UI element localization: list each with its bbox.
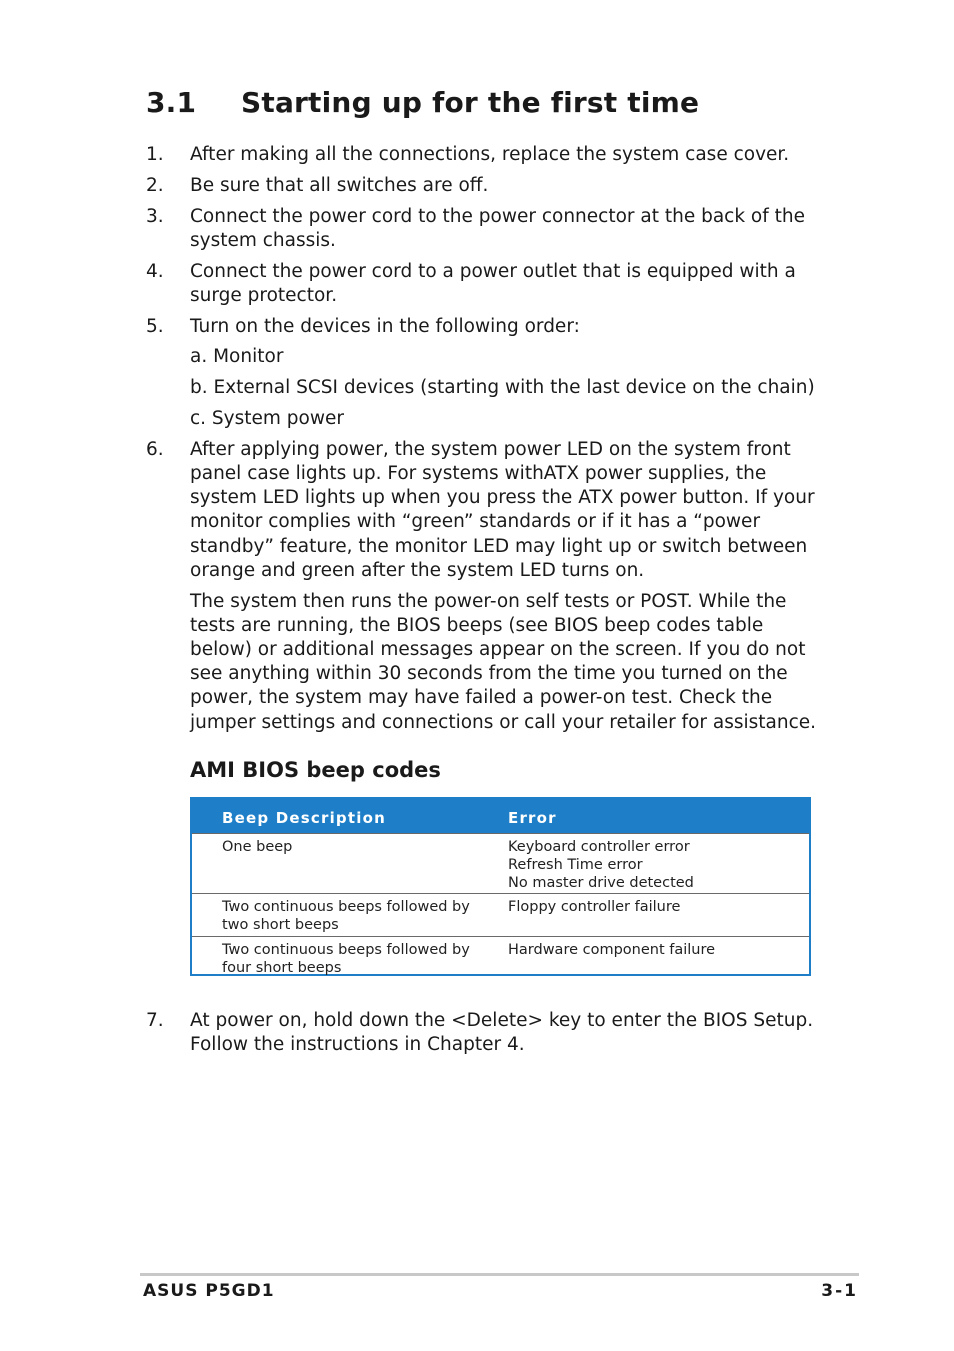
section-number: 3.1 <box>146 86 197 119</box>
header-error: Error <box>508 809 557 827</box>
header-beep-description: Beep Description <box>222 809 386 827</box>
step-7-line-2: Follow the instructions in Chapter 4. <box>190 1034 525 1056</box>
post-paragraph: The system then runs the power-on self tests or POST. While the tests are running, the BIOS beeps (see BIOS beep codes table below) or additional messages appear on the screen. If you do not see anything within 30 seconds from the time you turned on the power, the system may have failed a power-on test. Check the jumper settings and connections or call your retailer for assistance. <box>190 590 817 733</box>
order-scsi: b. External SCSI devices (starting with the last device on the chain) <box>190 377 815 399</box>
step-5 <box>146 315 826 432</box>
table-row <box>192 936 809 977</box>
step-text: Be sure that all switches are off. <box>190 174 489 196</box>
step-1 <box>146 143 826 167</box>
step-number: 3. <box>146 205 164 227</box>
step-3 <box>146 205 826 253</box>
error-cell: Keyboard controller error Refresh Time error No master drive detected <box>508 839 694 891</box>
error-cell: Floppy controller failure <box>508 899 681 915</box>
step-7-line-1: At power on, hold down the <Delete> key to enter the BIOS Setup. <box>190 1010 814 1031</box>
step-number: 2. <box>146 174 164 196</box>
step-2 <box>146 174 826 198</box>
step-text: Turn on the devices in the following order: <box>190 315 580 337</box>
beep-description-cell: Two continuous beeps followed by two short beeps <box>222 899 470 933</box>
step-text: After applying power, the system power LED on the system front panel case lights up. For systems withATX power supplies, the system LED lights up when you press the ATX power button. If your monitor complies with “green” standards or if it has a “power standby” feature, the monitor LED may light up or switch between orange and green after the system LED turns on. <box>190 438 815 581</box>
steps-list <box>146 143 826 741</box>
beep-description-cell: Two continuous beeps followed by four short beeps <box>222 942 470 976</box>
step-number: 6. <box>146 438 164 460</box>
error-cell: Hardware component failure <box>508 942 716 958</box>
table-row <box>192 833 809 893</box>
order-monitor: a. Monitor <box>190 346 284 368</box>
step-text: Connect the power cord to a power outlet that is equipped with a surge protector. <box>190 260 796 306</box>
beep-codes-table <box>190 797 811 976</box>
footer-divider <box>140 1273 859 1276</box>
step-text: Connect the power cord to the power connector at the back of the system chassis. <box>190 205 806 251</box>
beep-codes-heading: AMI BIOS beep codes <box>190 758 441 782</box>
step-number: 7. <box>146 1010 164 1031</box>
step-number: 4. <box>146 260 164 282</box>
step-6 <box>146 438 826 735</box>
step-number: 1. <box>146 144 164 165</box>
footer-product-name: ASUS P5GD1 <box>143 1281 275 1301</box>
table-header <box>192 799 809 833</box>
beep-description-cell: One beep <box>222 839 293 855</box>
step-4 <box>146 260 826 308</box>
order-system-power: c. System power <box>190 407 344 429</box>
step-number: 5. <box>146 315 164 337</box>
table-row <box>192 893 809 936</box>
footer-page-number: 3-1 <box>821 1281 858 1301</box>
section-heading-text: Starting up for the first time <box>241 86 700 119</box>
step-7 <box>146 1009 826 1057</box>
section-title <box>146 86 699 119</box>
step-text: After making all the connections, replace the system case cover. <box>190 144 790 165</box>
